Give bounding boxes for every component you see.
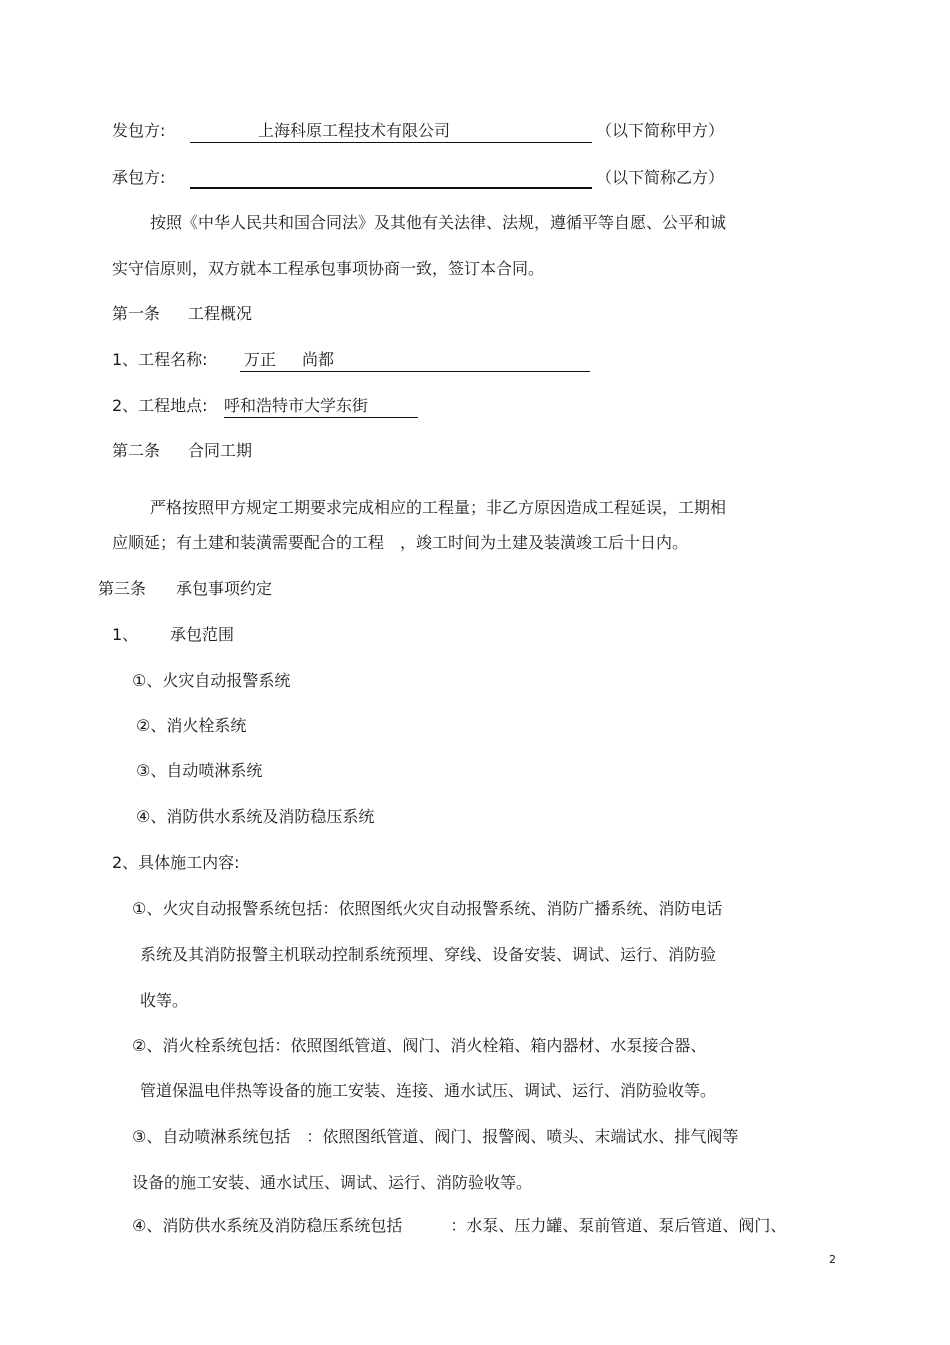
content-line: 设备的施工安装、通水试压、调试、运行、消防验收等。 [132,1173,533,1192]
article1-number: 第一条 [112,304,161,323]
party-a-label: 发包方: [112,121,166,140]
article2-body-line-2: 应顺延；有土建和装潢需要配合的工程 ，竣工时间为土建及装潢竣工后十日内。 [112,533,689,552]
project-name-part2: 尚都 [302,350,335,369]
party-a-value: 上海科原工程技术有限公司 [258,121,451,140]
article3-number: 第三条 [98,579,147,598]
intro-line-1: 按照《中华人民共和国合同法》及其他有关法律、法规，遵循平等自愿、公平和诚 [150,213,727,232]
content-line: 管道保温电伴热等设备的施工安装、连接、通水试压、调试、运行、消防验收等。 [140,1081,717,1100]
project-site-label: 2、工程地点: [112,396,208,415]
scope-item: ①、火灾自动报警系统 [132,671,291,690]
party-a-note: （以下简称甲方） [596,121,725,140]
project-name-part1: 万正 [244,350,277,369]
party-b-note: （以下简称乙方） [596,168,725,187]
project-name-underline [240,349,590,372]
content-line: 系统及其消防报警主机联动控制系统预埋、穿线、设备安装、调试、运行、消防验 [140,945,717,964]
project-site-value: 呼和浩特市大学东街 [224,396,369,415]
scope-title: 承包范围 [170,625,235,644]
content-line: ①、火灾自动报警系统包括：依照图纸火灾自动报警系统、消防广播系统、消防电话 [132,899,723,918]
scope-item: ②、消火栓系统 [136,716,247,735]
project-name-label: 1、工程名称: [112,350,208,369]
article2-title: 合同工期 [188,441,253,460]
scope-item: ④、消防供水系统及消防稳压系统 [136,807,375,826]
party-b-underline [190,167,592,189]
page-number: 2 [829,1253,836,1266]
content-title: 2、具体施工内容: [112,853,240,872]
scope-number: 1、 [112,625,139,644]
article2-number: 第二条 [112,441,161,460]
scope-item: ③、自动喷淋系统 [136,761,263,780]
content-line: ②、消火栓系统包括：依照图纸管道、阀门、消火栓箱、箱内器材、水泵接合器、 [132,1036,707,1055]
article2-body-line-1: 严格按照甲方规定工期要求完成相应的工程量；非乙方原因造成工程延误，工期相 [150,498,727,517]
article1-title: 工程概况 [188,304,253,323]
article3-title: 承包事项约定 [176,579,273,598]
party-b-label: 承包方: [112,168,166,187]
intro-line-2: 实守信原则，双方就本工程承包事项协商一致，签订本合同。 [112,259,545,278]
content-line: ④、消防供水系统及消防稳压系统包括 ：水泵、压力罐、泵前管道、泵后管道、阀门、 [132,1216,787,1235]
content-line: 收等。 [140,991,189,1010]
content-line: ③、自动喷淋系统包括 ：依照图纸管道、阀门、报警阀、喷头、末端试水、排气阀等 [132,1127,739,1146]
